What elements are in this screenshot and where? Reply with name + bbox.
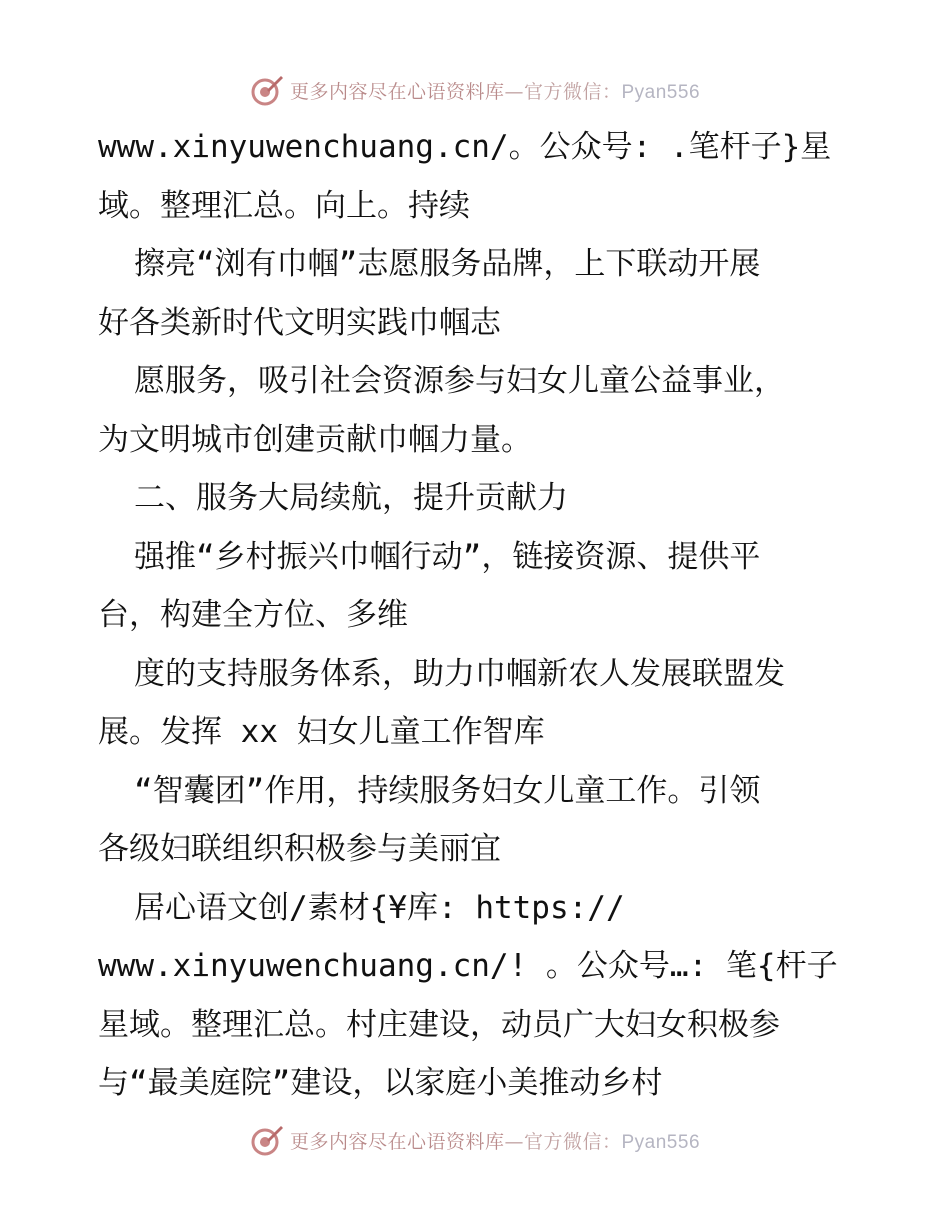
section-heading: 二、服务大局续航，提升贡献力: [134, 480, 568, 516]
banner-label: 更多内容尽在心语资料库: [289, 80, 505, 103]
text-line: 好各类新时代文明实践巾帼志: [98, 304, 501, 341]
header-watermark-banner: [0, 70, 950, 110]
text-line: “智囊团”作用，持续服务妇女儿童工作。引领: [134, 772, 761, 809]
brush-logo-icon: [250, 1123, 284, 1157]
text-line: 愿服务，吸引社会资源参与妇女儿童公益事业，: [134, 363, 785, 399]
wechat-label: 官方微信：: [523, 80, 622, 103]
text-line: 擦亮“浏有巾帼”志愿服务品牌，上下联动开展: [134, 246, 761, 282]
text-line: www.xinyuwenchuang.cn/! 。公众号…: 笔{杆子: [98, 948, 838, 984]
document-body: [98, 118, 878, 1113]
text-line: 与“最美庭院”建设，以家庭小美推动乡村: [98, 1065, 663, 1101]
brush-logo-icon: [250, 73, 284, 107]
text-line: 各级妇联组织积极参与美丽宜: [98, 831, 501, 867]
banner-text: [290, 1127, 700, 1154]
text-line: 居心语文创/素材{¥库: https://: [134, 889, 625, 926]
wechat-label: 官方微信：: [523, 1130, 622, 1153]
banner-label: 更多内容尽在心语资料库: [289, 1130, 505, 1153]
text-line: 强推“乡村振兴巾帼行动”，链接资源、提供平: [134, 538, 761, 575]
text-line: 度的支持服务体系，助力巾帼新农人发展联盟发: [134, 655, 785, 692]
banner-separator: —: [504, 1130, 524, 1153]
banner-text: [290, 77, 700, 104]
text-line: 为文明城市创建贡献巾帼力量。: [98, 421, 532, 458]
text-line: 星域。整理汇总。村庄建设，动员广大妇女积极参: [98, 1006, 780, 1043]
wechat-id: Pyan556: [621, 81, 701, 103]
footer-watermark-banner: [0, 1120, 950, 1160]
text-line: 域。整理汇总。向上。持续: [98, 187, 470, 224]
banner-separator: —: [504, 80, 524, 103]
text-line: 展。发挥 xx 妇女儿童工作智库: [98, 714, 545, 750]
wechat-id: Pyan556: [621, 1131, 701, 1153]
text-line: 台，构建全方位、多维: [98, 597, 408, 633]
text-line: www.xinyuwenchuang.cn/。公众号: .笔杆子}星: [98, 129, 832, 165]
